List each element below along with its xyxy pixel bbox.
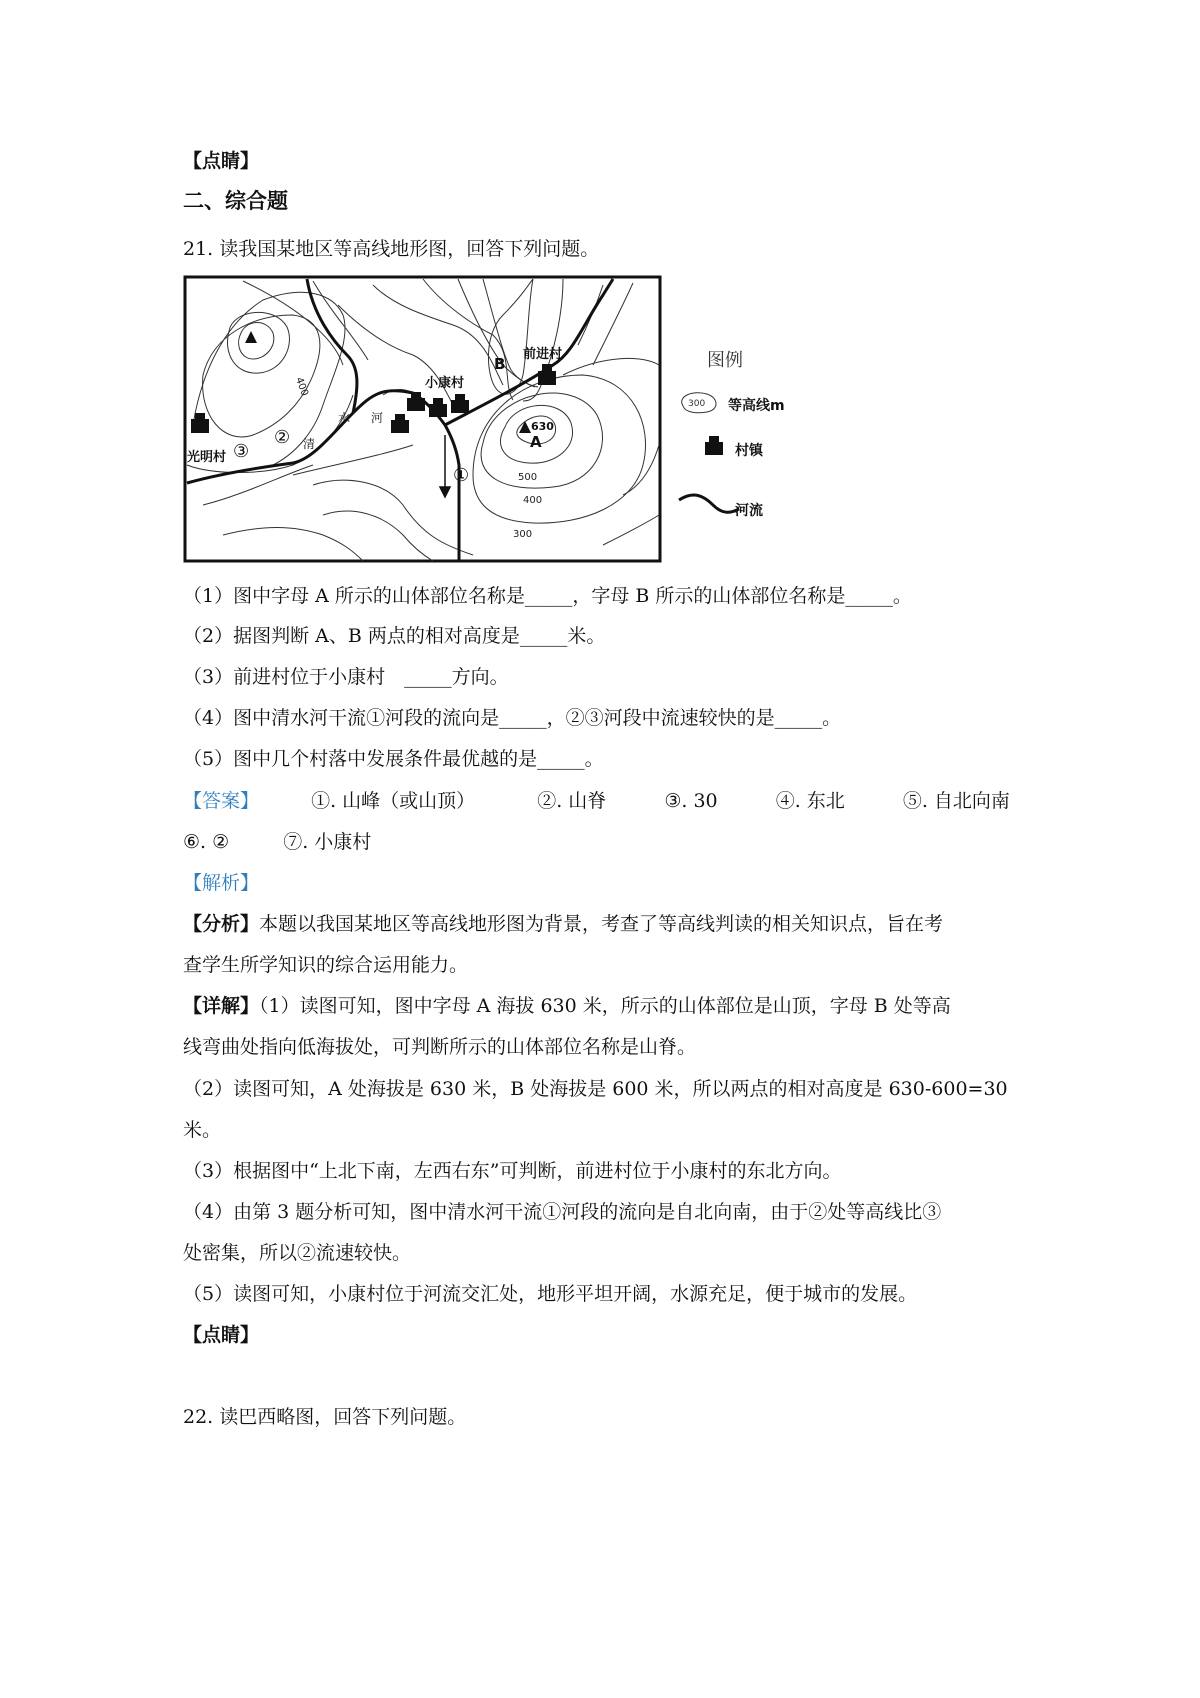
- legend-contour-sample-value: 300: [688, 399, 706, 409]
- answer-item-3: ③. 30: [664, 790, 718, 812]
- contour-map-figure: [183, 275, 803, 565]
- label-xiaokang: 小康村: [425, 376, 465, 391]
- detail-4-line-2: 处密集，所以②流速较快。: [183, 1242, 412, 1264]
- question-21-stem: 21. 读我国某地区等高线地形图，回答下列问题。: [183, 238, 600, 260]
- letter-b: B: [494, 355, 506, 373]
- xiangjie-line-1: [183, 993, 951, 1019]
- detail-3: （3）根据图中“上北下南，左西右东”可判断，前进村位于小康村的东北方向。: [183, 1160, 842, 1182]
- legend-contour-label: 等高线m: [728, 398, 785, 414]
- question-21-2: （2）据图判断 A、B 两点的相对高度是_____米。: [183, 625, 606, 647]
- marker-3: ③: [233, 441, 250, 462]
- answer-item-4: ④. 东北: [775, 790, 845, 812]
- fenxi-tag: 【分析】: [183, 913, 260, 935]
- marker-1: ①: [453, 465, 470, 486]
- question-21-1: （1）图中字母 A 所示的山体部位名称是_____，字母 B 所示的山体部位名称是_____。: [183, 585, 912, 607]
- detail-2-line-1: （2）读图可知，A 处海拔是 630 米，B 处海拔是 600 米，所以两点的相对高度是 630-600=30: [183, 1078, 1008, 1100]
- contour-label-300: 300: [513, 529, 533, 540]
- detail-2-line-2: 米。: [183, 1119, 222, 1141]
- river-char-qing: 清: [303, 437, 316, 451]
- fenxi-text-1: 本题以我国某地区等高线地形图为背景，考查了等高线判读的相关知识点，旨在考: [259, 913, 944, 935]
- fenxi-line-1: [183, 911, 943, 937]
- answer-label: 【答案】: [183, 790, 260, 812]
- question-21-5: （5）图中几个村落中发展条件最优越的是_____。: [183, 748, 604, 770]
- xiangjie-text-1: （1）读图可知，图中字母 A 海拔 630 米，所示的山体部位是山顶，字母 B 处等高: [259, 995, 951, 1017]
- label-guangming: 光明村: [187, 450, 227, 465]
- xiangjie-tag: 【详解】: [183, 995, 260, 1017]
- legend-river-sample: [679, 495, 739, 512]
- answer-item-2: ②. 山脊: [537, 790, 607, 812]
- legend-river-label: 河流: [735, 503, 763, 519]
- legend-village-icon: [705, 436, 723, 455]
- contour-label-400-right: 400: [523, 495, 543, 506]
- contour-label-400-left: 400: [293, 375, 310, 398]
- answer-item-5: ⑤. 自北向南: [902, 790, 1010, 812]
- contour-label-500: 500: [518, 472, 538, 483]
- letter-a: A: [530, 433, 542, 451]
- peak-elevation-630: 630: [531, 420, 554, 433]
- legend-title: 图例: [707, 350, 743, 371]
- marker-2: ②: [274, 427, 291, 448]
- legend-village-label: 村镇: [735, 443, 763, 459]
- detail-4-line-1: （4）由第 3 题分析可知，图中清水河干流①河段的流向是自北向南，由于②处等高线比③: [183, 1201, 942, 1223]
- dianjing-label-bottom: 【点睛】: [183, 1324, 260, 1346]
- river-char-shui: 水: [338, 411, 351, 425]
- river-char-he: 河: [371, 411, 384, 425]
- answer-row-1: [183, 788, 1010, 814]
- label-qianjin: 前进村: [523, 347, 563, 362]
- fenxi-line-2: 查学生所学知识的综合运用能力。: [183, 954, 469, 976]
- answer-item-6: ⑥. ②: [183, 831, 230, 853]
- question-21-4: （4）图中清水河干流①河段的流向是_____，②③河段中流速较快的是_____。: [183, 707, 842, 729]
- question-21-3: （3）前进村位于小康村 _____方向。: [183, 666, 509, 688]
- detail-5: （5）读图可知，小康村位于河流交汇处，地形平坦开阔，水源充足，便于城市的发展。: [183, 1283, 918, 1305]
- section-heading: 二、综合题: [183, 189, 288, 213]
- answer-item-1: ①. 山峰（或山顶）: [311, 790, 476, 812]
- dianjing-label-top: 【点睛】: [183, 150, 260, 172]
- answer-row-2: [183, 829, 371, 855]
- answer-item-7: ⑦. 小康村: [283, 831, 372, 853]
- xiangjie-line-2: 线弯曲处指向低海拔处，可判断所示的山体部位名称是山脊。: [183, 1036, 697, 1058]
- analysis-label: 【解析】: [183, 872, 260, 894]
- question-22-stem: 22. 读巴西略图，回答下列问题。: [183, 1406, 467, 1428]
